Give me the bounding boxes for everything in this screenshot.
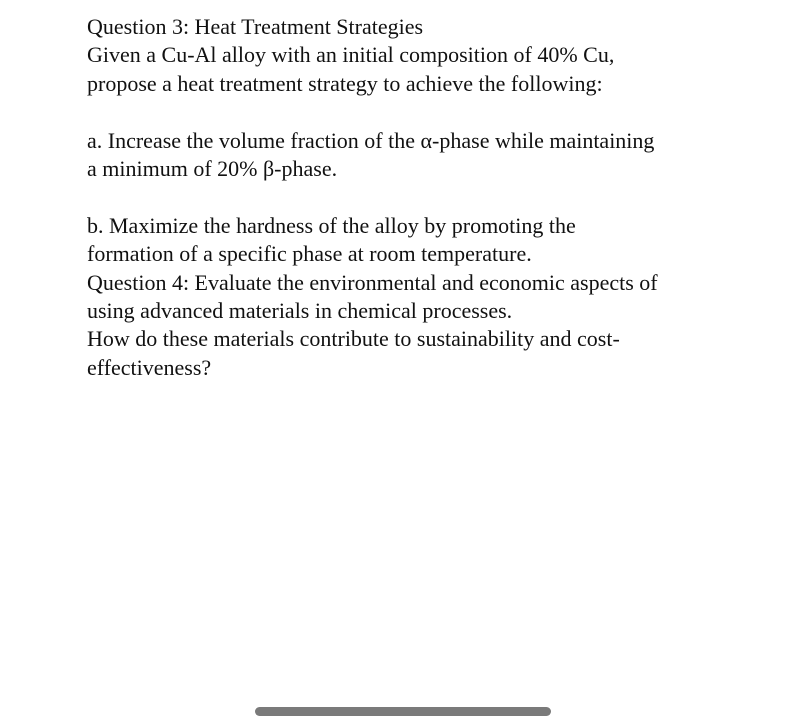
document-body [87, 13, 767, 382]
part-b-line-2: formation of a specific phase at room temperature. [87, 241, 532, 267]
part-a-line-1: a. Increase the volume fraction of the α-phase while maintaining [87, 127, 655, 153]
question4-prompt-line-2: effectiveness? [87, 354, 212, 380]
question4-title-line-1: Question 4: Evaluate the environmental and economic aspects of [87, 269, 658, 295]
question3-title: Question 3: Heat Treatment Strategies [87, 14, 424, 39]
part-b-line-1: b. Maximize the hardness of the alloy by promoting the [87, 212, 576, 238]
question3-intro-line-2: propose a heat treatment strategy to achieve the following: [87, 70, 603, 96]
paragraph-gap [87, 98, 767, 126]
question4-prompt-line-1: How do these materials contribute to sustainability and cost- [87, 326, 620, 352]
question4-title-line-2: using advanced materials in chemical processes. [87, 298, 513, 324]
question3-intro-line-1: Given a Cu-Al alloy with an initial composition of 40% Cu, [87, 42, 615, 68]
paragraph-gap [87, 183, 767, 211]
home-indicator-bar[interactable] [255, 707, 551, 716]
part-a-line-2: a minimum of 20% β-phase. [87, 156, 338, 182]
